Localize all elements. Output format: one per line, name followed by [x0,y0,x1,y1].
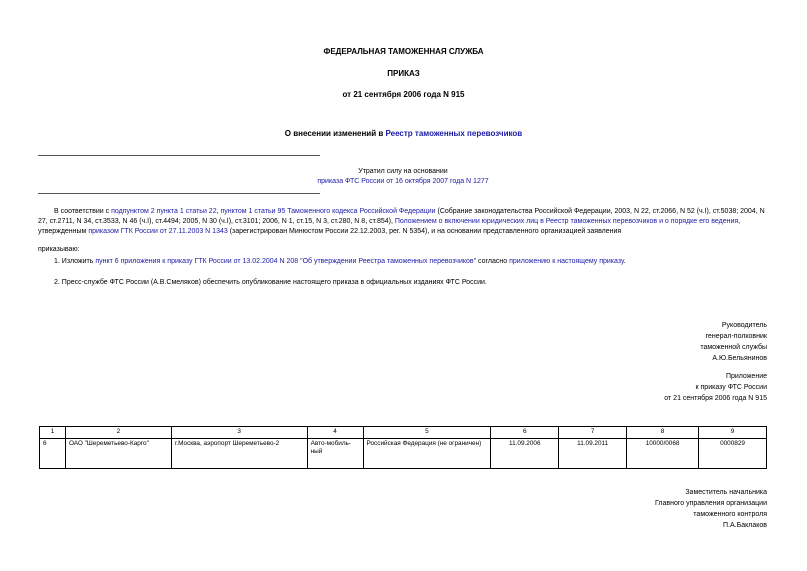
column-header: 8 [627,427,699,439]
order-item-2: 2. Пресс-службе ФТС России (А.В.Смеляков) обеспечить опубликование настоящего приказа в официальных изданиях ФТС России. [54,279,487,286]
status-note [38,167,768,187]
preamble-text: , утвержденным [38,218,741,235]
signature-head [700,320,767,364]
cell-organization: ОАО "Шереметьево-Карго" [65,438,171,468]
preamble-text: , [216,208,221,215]
preamble-text: (Собрание законодательства Российской Федерации, 2003, N 22, ст.2066, N 52 (ч.I), ст.5038; 2004, N 27, ст.2711, N 34, ст.3533, N 46 (ч.I), ст.4494; 2005, N 30 (ч.I), ст.3101; 2006, N 1, ст.15, N 3, ст.280, N 8, ст.854), [38,208,765,225]
subject-link[interactable]: Реестр таможенных перевозчиков [385,129,523,138]
divider-bottom [38,193,320,194]
link-regulation-registry[interactable]: Положением о включении юридических лиц в Реестр таможенных перевозчиков и о порядке его ведения [394,218,739,225]
link-customs-code-article-95[interactable]: пунктом 1 статьи 95 Таможенного кодекса Российской Федерации [220,208,436,215]
appendix-line: от 21 сентября 2006 года N 915 [664,395,767,402]
item-text: согласно [476,258,510,265]
signature-line: Заместитель начальника [685,489,767,496]
preamble-paragraph [38,207,768,237]
signature-deputy [655,487,767,531]
item-text: . [623,258,626,265]
link-gtk-order-1343[interactable]: приказом ГТК России от 27.11.2003 N 1343 [88,228,228,235]
signature-name: А.Ю.Бельянинов [712,355,767,362]
link-gtk-order-208[interactable]: пункт 6 приложения к приказу ГТК России от 13.02.2004 N 208 "Об утверждении Реестра таможенных перевозчиков" [95,258,477,265]
item-text: 1. Изложить [54,258,96,265]
order-item-1 [38,257,768,267]
document-date-number: от 21 сентября 2006 года N 915 [342,90,465,99]
preamble-text: (зарегистрирован Минюстом России 22.12.2003, рег. N 5354), и на основании представленного организацией заявления [227,228,622,235]
preamble-text: В соответствии с [54,208,112,215]
link-appendix[interactable]: приложению к настоящему приказу [509,258,624,265]
column-header: 3 [171,427,307,439]
cell-territory: Российская Федерация (не ограничен) [363,438,491,468]
column-header: 5 [363,427,491,439]
signature-line: генерал-полковник [705,333,767,340]
cell-registration-number: 10000/0068 [627,438,699,468]
signature-line: Главного управления организации [655,500,767,507]
column-header: 2 [65,427,171,439]
signature-line: Руководитель [721,322,767,329]
status-note-text: Утратил силу на основании [358,168,448,175]
cell-start-date: 11.09.2006 [491,438,559,468]
column-header: 6 [491,427,559,439]
cell-address: г.Москва, аэропорт Шереметьево-2 [171,438,307,468]
appendix-line: Приложение [725,373,767,380]
cell-certificate-number: 0000829 [699,438,767,468]
appendix-reference [664,371,767,404]
order-word: приказываю: [38,246,80,253]
column-header: 4 [307,427,363,439]
subject-prefix: О внесении изменений в [284,129,386,138]
signature-line: таможенной службы [700,344,767,351]
signature-line: таможенного контроля [693,511,767,518]
signature-name: П.А.Баклаков [723,522,767,529]
agency-title: ФЕДЕРАЛЬНАЯ ТАМОЖЕННАЯ СЛУЖБА [323,47,484,56]
table-row [40,438,767,468]
cell-number: 6 [40,438,66,468]
appendix-line: к приказу ФТС России [695,384,767,391]
status-note-link[interactable]: приказа ФТС России от 16 октября 2007 года N 1277 [317,178,489,185]
link-subpoint-2-article-22[interactable]: подпунктом 2 пункта 1 статьи 22 [111,208,217,215]
cell-end-date: 11.09.2011 [559,438,627,468]
cell-transport-type: Авто-мобиль-ный [307,438,363,468]
column-header: 7 [559,427,627,439]
registry-table [39,426,767,469]
divider-top [38,155,320,156]
document-type: ПРИКАЗ [387,69,420,78]
table-header-row [40,427,767,439]
document-subject [0,129,807,138]
column-header: 9 [699,427,767,439]
column-header: 1 [40,427,66,439]
